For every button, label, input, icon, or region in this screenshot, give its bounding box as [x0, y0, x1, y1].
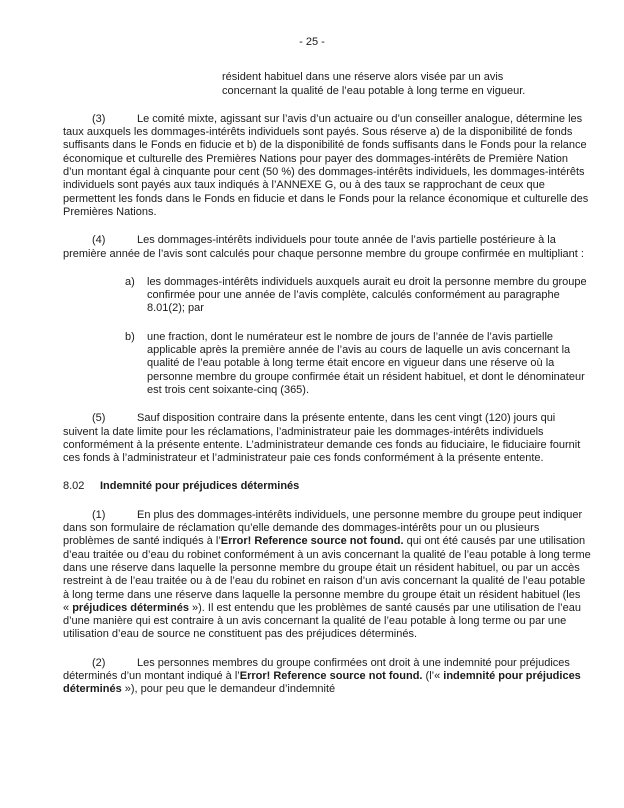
numbered-paragraph [63, 234, 591, 261]
item-marker: b) [125, 330, 135, 343]
paragraph-number: (4) [92, 234, 106, 247]
text-segment: indemnité pour préjudices déterminés [63, 669, 581, 696]
page-number: - 25 - [299, 36, 325, 48]
paragraph-number: (5) [92, 412, 106, 425]
section-title: Indemnité pour préjudices déterminés [100, 480, 300, 493]
paragraph-continuation [222, 71, 552, 98]
text-segment: En plus des dommages-intérêts individuels, une personne membre du groupe peut indiquer dans son formulaire de réclamation qu’elle demande des dommages-intérêts pour un ou plusieurs problèmes de santé indiqués à l’ [63, 508, 583, 548]
paragraph-number: (3) [92, 112, 106, 125]
text-segment: Sauf disposition contraire dans la présente entente, dans les cent vingt (120) jours qui suivent la date limite pour les réclamations, l’administrateur paie les dommages-intérêts individuels conformément à la présente entente. L’administrateur demande ces fonds au fiduciaire, le fiduciaire fournit ces fonds à l’administrateur et l’administrateur paie ces fonds conformément à la présente entente. [63, 412, 581, 465]
lettered-item [125, 330, 591, 397]
text-segment: »), pour peu que le demandeur d’indemnité [121, 683, 336, 696]
text-segment: Les dommages-intérêts individuels pour toute année de l’avis partielle postérieure à la première année de l’avis sont calculés pour chaque personne membre du groupe confirmée en multipliant : [63, 234, 584, 260]
paragraph-number: (2) [92, 656, 106, 669]
text-segment: une fraction, dont le numérateur est le nombre de jours de l’année de l’avis partielle applicable après la première année de l’avis au cours de laquelle un avis concernant la qualité de l’eau potable à long terme était encore en vigueur dans une réserve où la personne membre du groupe confirmée était un résident habituel, et dont le dénominateur est trois cent soixante-cinq (365). [147, 330, 585, 396]
text-segment: Le comité mixte, agissant sur l’avis d’un actuaire ou d’un conseiller analogue, détermine les taux auxquels les dommages-intérêts individuels sont payés. Sous réserve a) de la disponibilité de fonds suffisants dans le Fonds en fiducie et b) de la disponibilité de fonds suffisants dans le Fonds pour la relance économique et culturelle des Premières Nations pour payer des dommages-intérêts de Première Nation d’un montant égal à cinquante pour cent (50 %) des dommages-intérêts individuels, les dommages-intérêts individuels sont payés aux taux indiqués à l’ANNEXE G, ou à des taux se rapprochant de ceux que permettent les fonds dans le Fonds en fiducie et dans le Fonds pour la relance économique et culturelle des Premières Nations. [63, 112, 589, 218]
paragraph-number: (1) [92, 508, 106, 521]
section-number: 8.02 [63, 480, 85, 493]
numbered-paragraph [63, 509, 591, 642]
item-marker: a) [125, 275, 135, 288]
numbered-paragraph [63, 412, 591, 465]
text-segment: »). Il est entendu que les problèmes de santé causés par une utilisation de l’eau d’une manière qui est contraire à un avis concernant la qualité de l’eau potable à long terme ou par une utilisation d’eau de source ne constituent pas des préjudices déterminés. [63, 601, 581, 641]
text-segment: les dommages-intérêts individuels auxquels aurait eu droit la personne membre du groupe confirmée pour une année de l’avis complète, calculés conformément au paragraphe 8.01(2); par [147, 275, 587, 315]
text-segment: qui ont été causés par une utilisation d’eau traitée ou d’eau du robinet conformément à un avis concernant la qualité de l’eau potable à long terme dans une réserve dans laquelle la personne membre du groupe était un résident habituel, ou par un accès restreint à de l’eau traitée ou à de l’eau du robinet en raison d’un avis concernant la qualité de l’eau potable à long terme dans une réserve dans laquelle la personne membre du groupe était un résident habituel (les « [63, 535, 591, 614]
text-segment: Les personnes membres du groupe confirmées ont droit à une indemnité pour préjudices déterminés d’un montant indiqué à l’ [63, 656, 570, 682]
text-segment: Error! Reference source not found. [239, 669, 423, 682]
text-segment: préjudices déterminés [72, 601, 189, 614]
document-body [63, 71, 591, 696]
text-segment: Error! Reference source not found. [220, 535, 404, 548]
numbered-paragraph [63, 113, 591, 219]
numbered-paragraph [63, 657, 591, 697]
section-heading [63, 480, 591, 493]
text-segment: (l’« [422, 669, 444, 682]
lettered-item [125, 275, 591, 316]
text-segment: résident habituel dans une réserve alors visée par un avis concernant la qualité de l’eau potable à long terme en vigueur. [222, 71, 526, 97]
